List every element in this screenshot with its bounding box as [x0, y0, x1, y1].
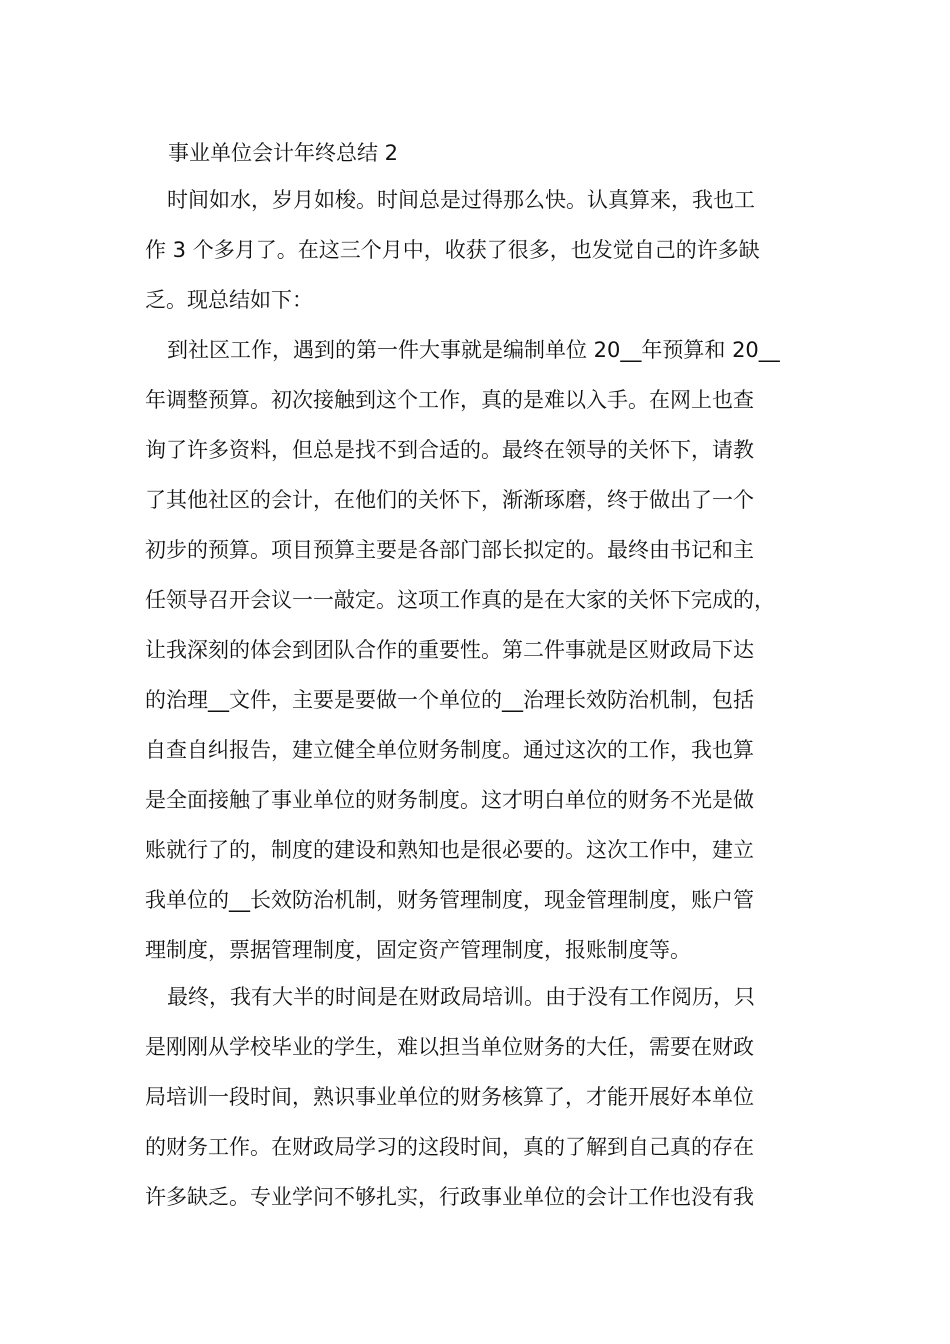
- document-title: 事业单位会计年终总结 2: [168, 141, 399, 165]
- text-line: 许多缺乏。专业学问不够扎实，行政事业单位的会计工作也没有我: [145, 1185, 754, 1209]
- text-line: 自查自纠报告，建立健全单位财务制度。通过这次的工作，我也算: [145, 738, 754, 762]
- paragraph-3: [145, 972, 825, 1222]
- text-line: 让我深刻的体会到团队合作的重要性。第二件事就是区财政局下达: [145, 638, 754, 662]
- paragraph-1: [145, 175, 825, 325]
- paragraph-2: [145, 325, 825, 975]
- text-line: 到社区工作，遇到的第一件大事就是编制单位 20__年预算和 20__: [167, 338, 780, 362]
- text-line: 任领导召开会议一一敲定。这项工作真的是在大家的关怀下完成的，: [145, 588, 775, 612]
- text-line: 局培训一段时间，熟识事业单位的财务核算了，才能开展好本单位: [145, 1085, 754, 1109]
- text-line: 询了许多资料，但总是找不到合适的。最终在领导的关怀下，请教: [145, 438, 754, 462]
- text-line: 理制度，票据管理制度，固定资产管理制度，报账制度等。: [145, 938, 691, 962]
- text-line: 是全面接触了事业单位的财务制度。这才明白单位的财务不光是做: [145, 788, 754, 812]
- text-line: 乏。现总结如下：: [145, 288, 313, 312]
- text-line: 时间如水，岁月如梭。时间总是过得那么快。认真算来，我也工: [167, 188, 755, 212]
- text-line: 的财务工作。在财政局学习的这段时间，真的了解到自己真的存在: [145, 1135, 754, 1159]
- text-line: 最终，我有大半的时间是在财政局培训。由于没有工作阅历，只: [167, 985, 755, 1009]
- text-line: 我单位的__长效防治机制，财务管理制度，现金管理制度，账户管: [145, 888, 754, 912]
- text-line: 初步的预算。项目预算主要是各部门部长拟定的。最终由书记和主: [145, 538, 754, 562]
- text-line: 年调整预算。初次接触到这个工作，真的是难以入手。在网上也查: [145, 388, 754, 412]
- text-line: 是刚刚从学校毕业的学生，难以担当单位财务的大任，需要在财政: [145, 1035, 754, 1059]
- text-line: 作 3 个多月了。在这三个月中，收获了很多，也发觉自己的许多缺: [145, 238, 760, 262]
- text-line: 了其他社区的会计，在他们的关怀下，渐渐琢磨，终于做出了一个: [145, 488, 754, 512]
- text-line: 账就行了的，制度的建设和熟知也是很必要的。这次工作中，建立: [145, 838, 754, 862]
- text-line: 的治理__文件，主要是要做一个单位的__治理长效防治机制，包括: [145, 688, 754, 712]
